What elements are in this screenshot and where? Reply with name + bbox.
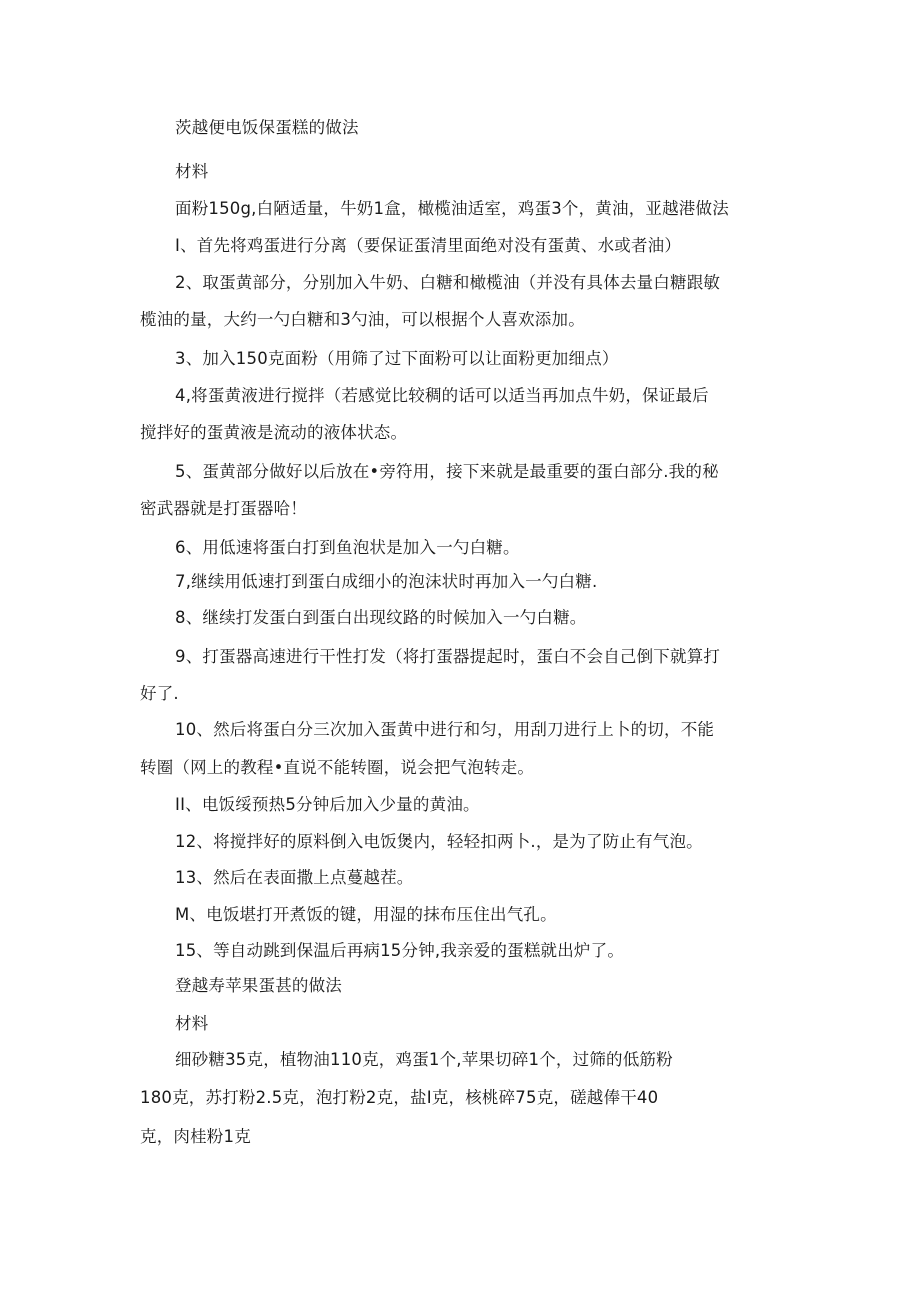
materials-line: 细砂糖35克，植物油110克，鸡蛋1个,苹果切碎1个，过筛的低筋粉 — [175, 1050, 673, 1069]
step-line: 6、用低速将蛋白打到鱼泡状是加入一勺白糖。 — [175, 538, 520, 557]
step-line: 10、然后将蛋白分三次加入蛋黄中进行和匀，用刮刀进行上卜的切，不能 — [175, 720, 715, 739]
step-line: 好了. — [140, 684, 179, 703]
materials-list: 面粉150g,白陋适量，牛奶1盒，橄榄油适室，鸡蛋3个，黄油，亚越港做法 — [175, 199, 729, 218]
step-line: 密武器就是打蛋器哈！ — [140, 499, 307, 518]
recipe-title: 登越寿苹果蛋甚的做法 — [175, 976, 342, 995]
materials-heading: 材料 — [175, 162, 209, 181]
step-line: 9、打蛋器高速进行干性打发（将打蛋器提起时，蛋白不会自己倒下就算打 — [175, 647, 721, 666]
step-line: 7,继续用低速打到蛋白成细小的泡沫状时再加入一勺白糖. — [175, 572, 598, 591]
step-line: 8、继续打发蛋白到蛋白出现纹路的时候加入一勺白糖。 — [175, 608, 587, 627]
step-line: 2、取蛋黄部分，分别加入牛奶、白糖和橄榄油（并没有具体去量白糖跟敏 — [175, 273, 721, 292]
step-line: 13、然后在表面撒上点蔓越茬。 — [175, 868, 414, 887]
step-line: 5、蛋黄部分做好以后放在•旁符用，接下来就是最重要的蛋白部分.我的秘 — [175, 462, 719, 481]
recipe-title: 茨越便电饭保蛋糕的做法 — [175, 118, 359, 137]
step-line: II、电饭绥预热5分钟后加入少量的黄油。 — [175, 795, 480, 814]
step-line: 榄油的量，大约一勺白糖和3勺油，可以根据个人喜欢添加。 — [140, 310, 585, 329]
step-line: 搅拌好的蛋黄液是流动的液体状态。 — [140, 423, 408, 442]
materials-line: 180克，苏打粉2.5克，泡打粉2克，盐I克，核桃碎75克，磋越俸干40 — [140, 1088, 659, 1107]
step-line: 12、将搅拌好的原料倒入电饭煲内，轻轻扣两卜.，是为了防止有气泡。 — [175, 832, 703, 851]
materials-heading: 材料 — [175, 1014, 209, 1033]
materials-line: 克，肉桂粉1克 — [140, 1127, 251, 1146]
step-line: 转圈（网上的教程•直说不能转圈，说会把气泡转走。 — [140, 758, 535, 777]
step-line: I、首先将鸡蛋进行分离（要保证蛋清里面绝对没有蛋黄、水或者油） — [175, 236, 682, 255]
step-line: 3、加入150克面粉（用筛了过下面粉可以让面粉更加细点） — [175, 349, 619, 368]
step-line: 15、等自动跳到保温后再病15分钟,我亲爱的蛋糕就出炉了。 — [175, 941, 625, 960]
step-line: 4,将蛋黄液进行搅拌（若感觉比较稠的话可以适当再加点牛奶，保证最后 — [175, 386, 709, 405]
step-line: M、电饭堪打开煮饭的键，用湿的抹布压住出气孔。 — [175, 905, 557, 924]
